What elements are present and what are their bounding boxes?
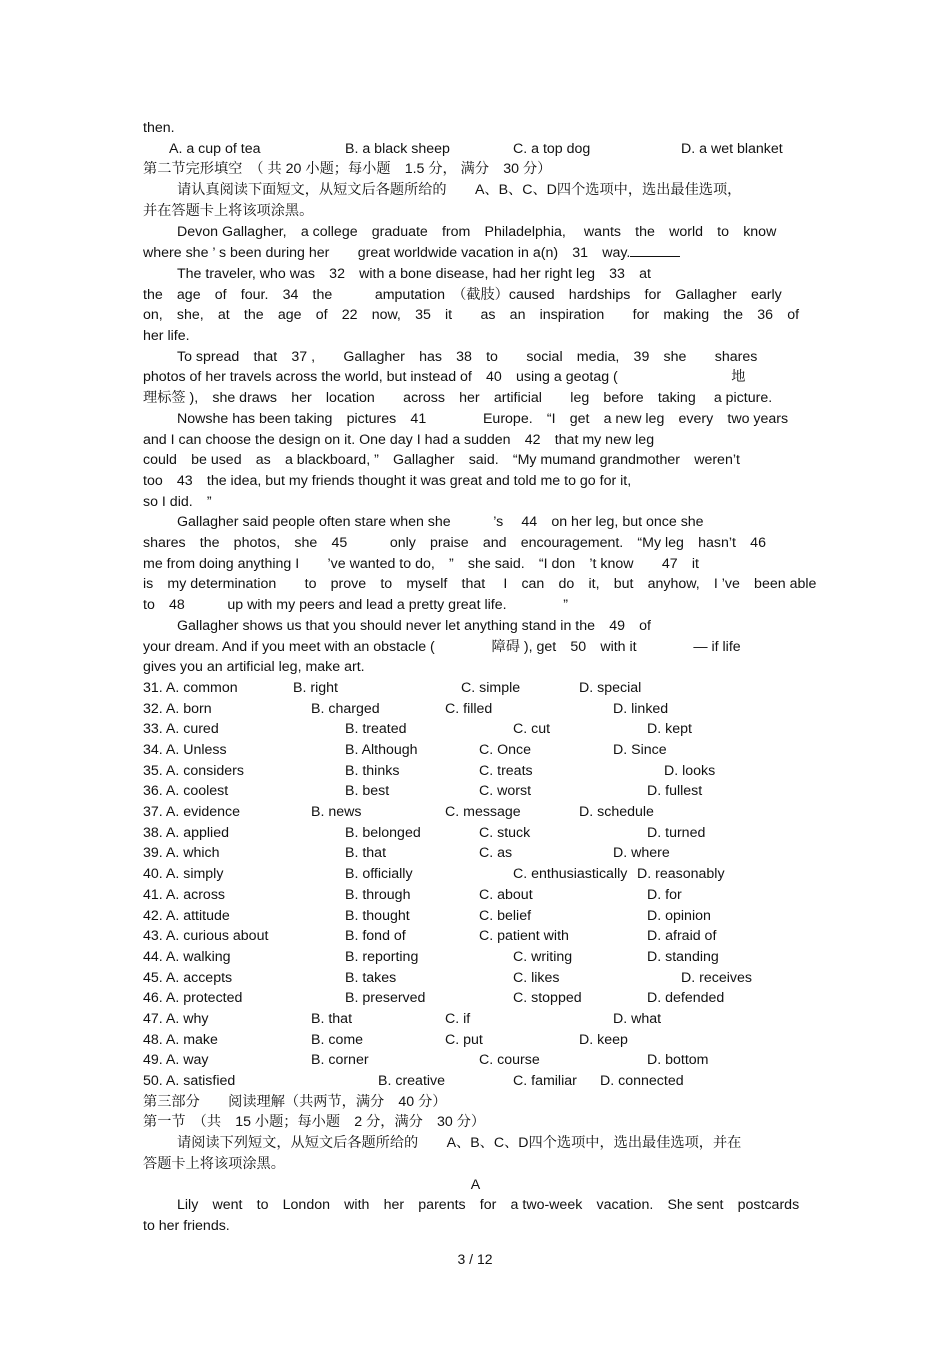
passage-line: photos of her travels across the world, but instead of 40 using a geotag ( 地 [143,369,746,386]
option-c: C. simple [461,679,521,696]
passage-line: Devon Gallagher, a college graduate from Philadelphia, wants the world to know [177,223,777,240]
option-b: B. fond of [345,928,406,945]
option-row [143,843,808,864]
option-c: C. Once [479,742,532,759]
option-row [143,906,808,927]
option-row [143,699,808,720]
option-c: C. filled [445,700,493,717]
option-c: C. put [445,1031,483,1048]
option-b: B. thought [345,907,410,924]
option-c: C. treats [479,762,533,779]
option-b: B. officially [345,866,413,883]
option-row [143,1071,808,1092]
answer-blank [630,242,680,257]
option-row [143,781,808,802]
option-c: C. belief [479,907,532,924]
option-d: D. afraid of [647,928,717,945]
option-a: 34. A. Unless [143,742,227,759]
passage-line: too 43 the idea, but my friends thought it was great and told me to go for it, [143,472,632,489]
option-row [143,968,808,989]
passage-line: your dream. And if you meet with an obstacle ( 障碍 ), get 50 with it — if life [143,638,741,655]
option-c: C. a top dog [513,140,591,157]
option-d: D. turned [647,824,706,841]
passage-line: Gallagher shows us that you should never let anything stand in the 49 of [177,617,651,634]
section-title: 第一节 （共 15 小题；每小题 2 分，满分 30 分） [143,1114,486,1131]
section-instruction: 请认真阅读下面短文，从短文后各题所给的 A、B、C、D四个选项中，选出最佳选项， [177,182,742,199]
option-b: B. corner [311,1052,369,1069]
passage-line: To spread that 37 , Gallagher has 38 to social media, 39 she shares [177,348,758,365]
option-a: 43. A. curious about [143,928,269,945]
option-b: B. come [311,1031,364,1048]
passage-line: Nowshe has been taking pictures 41 Europe. “I get a new leg every two years [177,410,789,427]
passage-line: is my determination to prove to myself that I can do it, but anyhow, I ’ve been able [143,576,817,593]
passage-text: where she ’ s been during her great worldwide vacation in a(n) 31 way. [143,245,631,262]
option-row [143,926,808,947]
passage-line [143,264,808,285]
option-a: 31. A. common [143,679,238,696]
option-b: B. that [311,1010,353,1027]
option-c: C. as [479,845,513,862]
option-a: 47. A. why [143,1010,209,1027]
option-row [143,864,808,885]
option-row [143,1050,808,1071]
option-c: C. stuck [479,824,531,841]
option-a: 32. A. born [143,700,212,717]
passage-line: Lily went to London with her parents for a two-week vacation. She sent postcards [177,1197,800,1214]
option-b: B. right [293,679,338,696]
passage-line: so I did. ” [143,493,212,510]
option-c: C. likes [513,969,560,986]
passage-line: me from doing anything I ’ve wanted to do, ” she said. “I don ’t know 47 it [143,555,699,572]
passage-line: 理标签 ), she draws her location across her artificial leg before taking a picture. [143,390,773,407]
option-a: 33. A. cured [143,721,219,738]
option-row [143,678,808,699]
option-d: D. linked [613,700,669,717]
option-a: A. a cup of tea [169,140,261,157]
option-b: B. news [311,804,362,821]
passage-line: her life. [143,328,190,345]
option-d: D. defended [647,990,725,1007]
option-d: D. reasonably [637,866,725,883]
option-d: D. schedule [579,804,654,821]
option-b: B. that [345,845,387,862]
option-c: C. enthusiastically [513,866,628,883]
passage-line: to 48 up with my peers and lead a pretty great life. ” [143,597,569,614]
option-a: 39. A. which [143,845,220,862]
option-row [143,719,808,740]
option-c: C. writing [513,948,573,965]
option-d: D. receives [681,969,752,986]
option-c: C. about [479,886,533,903]
option-d: D. Since [613,742,667,759]
option-d: D. for [647,886,682,903]
prev-question-options [143,139,808,160]
option-a: 44. A. walking [143,948,231,965]
option-c: C. course [479,1052,540,1069]
option-a: 36. A. coolest [143,783,229,800]
option-a: 50. A. satisfied [143,1073,236,1090]
section-instruction: 请阅读下列短文，从短文后各题所给的 A、B、C、D四个选项中，选出最佳选项，并在 [177,1135,742,1152]
passage-line: could be used as a blackboard, ” Gallagher said. “My mumand grandmother weren’t [143,452,740,469]
passage-line: shares the photos, she 45 only praise and encouragement. “My leg hasn’t 46 [143,535,766,552]
option-c: C. cut [513,721,551,738]
passage-label: A [470,1176,481,1193]
options-list [143,678,808,1092]
option-c: C. familiar [513,1073,577,1090]
option-d: D. a wet blanket [681,140,783,157]
option-b: B. a black sheep [345,140,450,157]
option-a: 45. A. accepts [143,969,233,986]
option-d: D. what [613,1010,662,1027]
option-row [143,823,808,844]
passage-line: Gallagher said people often stare when she ’s 44 on her leg, but once she [177,514,704,531]
option-a: 41. A. across [143,886,226,903]
option-a: 38. A. applied [143,824,229,841]
option-row [143,740,808,761]
option-c: C. worst [479,783,532,800]
option-row [143,947,808,968]
option-c: C. patient with [479,928,569,945]
text-line: then. [143,120,175,136]
option-d: D. keep [579,1031,628,1048]
option-a: 49. A. way [143,1052,209,1069]
option-a: 48. A. make [143,1031,218,1048]
option-c: C. message [445,804,521,821]
option-b: B. reporting [345,948,419,965]
passage-line [143,242,808,264]
passage-line: to her friends. [143,1217,230,1234]
option-d: D. kept [647,721,692,738]
option-b: B. preserved [345,990,426,1007]
option-b: B. through [345,886,411,903]
exam-page [143,118,817,1237]
passage-text: The traveler, who was 32 with a bone disease, had her right leg 33 at [177,265,651,282]
option-c: C. if [445,1010,471,1027]
passage-line: and I can choose the design on it. One day I had a sudden 42 that my new leg [143,431,655,448]
option-d: D. connected [600,1073,684,1090]
option-b: B. takes [345,969,397,986]
option-a: 37. A. evidence [143,804,241,821]
section-instruction: 并在答题卡上将该项涂黑。 [143,202,314,219]
option-b: B. thinks [345,762,400,779]
option-row [143,802,808,823]
part-title: 第三部分 阅读理解（共两节，满分 40 分） [143,1093,447,1110]
option-row [143,1030,808,1051]
option-row [143,885,808,906]
page-number: 3 / 12 [457,1251,493,1267]
option-d: D. fullest [647,783,703,800]
option-row [143,1009,808,1030]
option-d: D. standing [647,948,719,965]
option-c: C. stopped [513,990,582,1007]
passage-line: gives you an artificial leg, make art. [143,659,365,676]
section-instruction: 答题卡上将该项涂黑。 [143,1155,285,1172]
option-d: D. bottom [647,1052,709,1069]
option-b: B. treated [345,721,407,738]
option-row [143,988,808,1009]
option-d: D. looks [664,762,716,779]
option-d: D. opinion [647,907,711,924]
section-title: 第二节完形填空 （ 共 20 小题；每小题 1.5 分， 满分 30 分） [143,161,552,178]
option-d: D. special [579,679,642,696]
option-a: 40. A. simply [143,866,224,883]
option-b: B. belonged [345,824,421,841]
option-b: B. Although [345,742,418,759]
option-a: 35. A. considers [143,762,244,779]
passage-line: on, she, at the age of 22 now, 35 it as an inspiration for making the 36 of [143,307,800,324]
option-b: B. creative [378,1073,446,1090]
option-row [143,761,808,782]
option-a: 46. A. protected [143,990,243,1007]
option-d: D. where [613,845,670,862]
option-b: B. charged [311,700,380,717]
option-b: B. best [345,783,390,800]
passage-line: the age of four. 34 the amputation （截肢）caused hardships for Gallagher early [143,286,782,303]
option-a: 42. A. attitude [143,907,230,924]
